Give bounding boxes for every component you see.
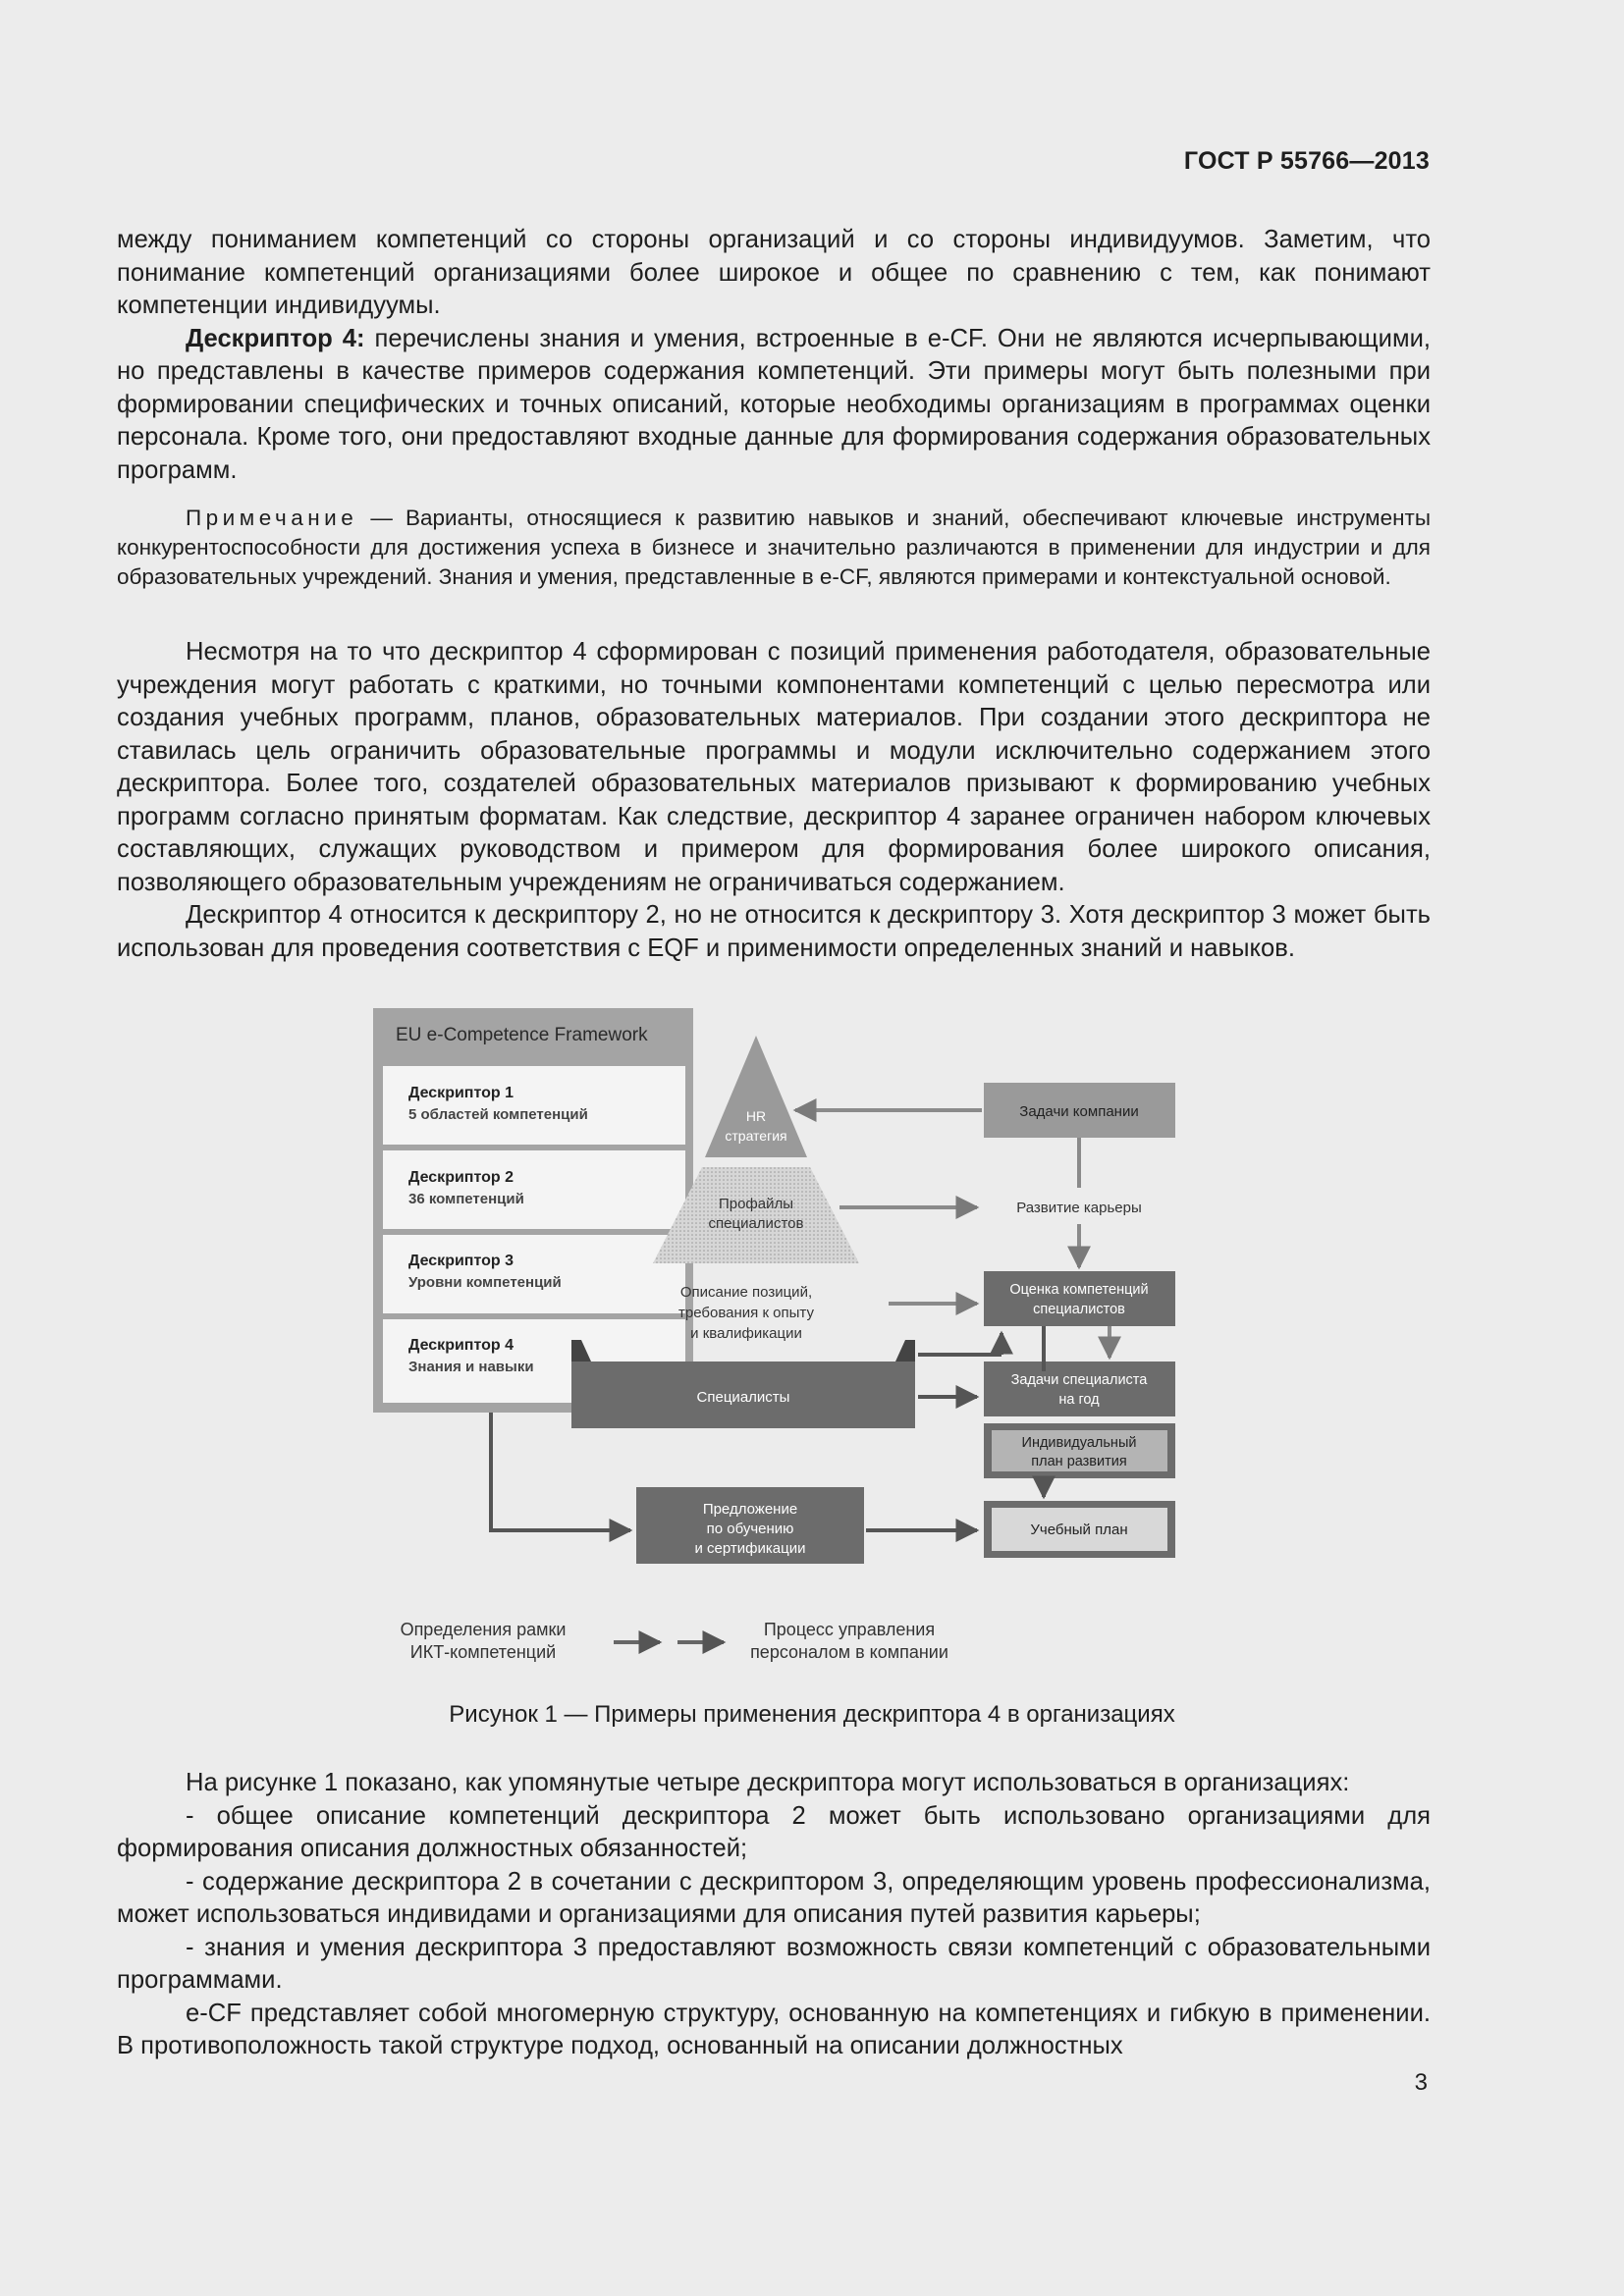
position-desc-line3: и квалификации bbox=[690, 1325, 802, 1342]
position-desc-line2: требования к опыту bbox=[678, 1305, 814, 1321]
standard-code: ГОСТ Р 55766—2013 bbox=[1183, 147, 1430, 175]
figure-1 bbox=[373, 1006, 1257, 1674]
individual-plan-line1: Индивидуальный bbox=[1021, 1435, 1137, 1451]
descriptor-3-subtitle: Уровни компетенций bbox=[408, 1274, 562, 1291]
training-offer-line3: и сертификации bbox=[694, 1540, 806, 1557]
body-text-bottom bbox=[117, 1767, 1431, 2063]
figure-diagram bbox=[373, 1006, 1257, 1674]
page-number: 3 bbox=[1414, 2069, 1428, 2096]
specialists-label: Специалисты bbox=[696, 1389, 790, 1406]
legend-left-line2: ИКТ-компетенций bbox=[409, 1642, 557, 1662]
training-offer-line2: по обучению bbox=[706, 1521, 794, 1537]
paragraph-3: Несмотря на то что дескриптор 4 сформирован с позиций применения работодателя, образовательные учреждения могут работать с краткими, но точными компонентами компетенций с целью пересмотра или создания учебных программ, планов, образовательных материалов. При создании этого дескриптора не ставилась цель ограничить образовательные программы и модули исключительно содержанием этого дескриптора. Более того, создателей образовательных материалов призывают к формированию учебных программ согласно принятым форматам. Как следствие, дескриптор 4 заранее ограничен набором ключевых составляющих, служащих руководством и примером для формирования более широкого описания, позволяющего образовательным учреждениям не ограничиваться содержанием. bbox=[117, 638, 1431, 896]
pyramid-top-line1: HR bbox=[745, 1108, 767, 1124]
body-text-top bbox=[117, 224, 1431, 487]
descriptor-3-title: Дескриптор 3 bbox=[408, 1253, 514, 1269]
descriptor-4-subtitle: Знания и навыки bbox=[408, 1359, 534, 1375]
framework-title: EU e-Competence Framework bbox=[396, 1025, 648, 1045]
assessment-line1: Оценка компетенций bbox=[1009, 1282, 1149, 1298]
specialists-corner-right bbox=[895, 1340, 915, 1362]
pyramid-mid-line1: Профайлы bbox=[718, 1196, 794, 1212]
individual-plan-line2: план развития bbox=[1031, 1454, 1127, 1469]
descriptor-1-title: Дескриптор 1 bbox=[408, 1085, 514, 1101]
descriptor-box-1 bbox=[383, 1066, 685, 1145]
company-tasks-label: Задачи компании bbox=[1019, 1103, 1139, 1120]
descriptor-4-term: Дескриптор 4: bbox=[186, 324, 365, 352]
training-plan-label: Учебный план bbox=[1030, 1522, 1128, 1538]
list-item: - содержание дескриптора 2 в сочетании с дескриптором 3, определяющим уровень профессионализма, может использоваться индивидами и организациями для описания путей развития карьеры; bbox=[117, 1867, 1431, 1928]
pyramid-mid-line2: специалистов bbox=[708, 1215, 804, 1232]
legend-right-line1: Процесс управления bbox=[763, 1620, 936, 1639]
descriptor-box-2 bbox=[383, 1150, 685, 1229]
list-item: - знания и умения дескриптора 3 предоставляют возможность связи компетенций с образовательными программами. bbox=[117, 1933, 1431, 1994]
descriptor-2-subtitle: 36 компетенций bbox=[408, 1191, 524, 1207]
descriptor-2-title: Дескриптор 2 bbox=[408, 1169, 514, 1186]
descriptor-1-subtitle: 5 областей компетенций bbox=[408, 1106, 588, 1123]
note-paragraph bbox=[117, 504, 1431, 592]
list-item: - общее описание компетенций дескриптора 2 может быть использовано организациями для формирования описания должностных обязанностей; bbox=[117, 1801, 1431, 1862]
annual-tasks-line1: Задачи специалиста bbox=[1010, 1372, 1148, 1388]
descriptor-box-3 bbox=[383, 1235, 685, 1313]
assessment-line2: специалистов bbox=[1033, 1302, 1125, 1317]
career-label: Развитие карьеры bbox=[1016, 1200, 1142, 1216]
note-label: Примечание bbox=[186, 506, 358, 530]
note-text: — Варианты, относящиеся к развитию навыков и знаний, обеспечивают ключевые инструменты конкурентоспособности для достижения успеха в бизнесе и значительно различаются в применении для индустрии и для образовательных учреждений. Знания и умения, представленные в e-CF, являются примерами и контекстуальной основой. bbox=[117, 506, 1431, 589]
paragraph-1: между пониманием компетенций со стороны организаций и со стороны индивидуумов. Заметим, что понимание компетенций организациями более широкое и общее по сравнению с тем, как понимают компетенции индивидуумы. bbox=[117, 226, 1431, 319]
annual-tasks-box bbox=[984, 1362, 1175, 1416]
descriptor-4-title: Дескриптор 4 bbox=[408, 1337, 514, 1354]
paragraph-4: Дескриптор 4 относится к дескриптору 2, но не относится к дескриптору 3. Хотя дескриптор 3 может быть использован для проведения соответствия с EQF и применимости определенных знаний и навыков. bbox=[117, 901, 1431, 962]
annual-tasks-line2: на год bbox=[1058, 1392, 1100, 1408]
legend-left-line1: Определения рамки bbox=[400, 1620, 567, 1639]
note-block bbox=[117, 504, 1431, 592]
paragraph-6: e-CF представляет собой многомерную структуру, основанную на компетенциях и гибкую в применении. В противоположность такой структуре подход, основанный на описании должностных bbox=[117, 1999, 1431, 2059]
training-offer-line1: Предложение bbox=[702, 1501, 798, 1518]
body-text-middle bbox=[117, 636, 1431, 965]
paragraph-5: На рисунке 1 показано, как упомянутые четыре дескриптора могут использоваться в организациях: bbox=[186, 1769, 1350, 1796]
figure-caption: Рисунок 1 — Примеры применения дескриптора 4 в организациях bbox=[449, 1701, 1175, 1728]
position-desc-line1: Описание позиций, bbox=[679, 1284, 813, 1301]
assessment-box bbox=[984, 1271, 1175, 1326]
pyramid-top-line2: стратегия bbox=[725, 1128, 787, 1144]
arrow-framework-to-offer bbox=[491, 1413, 630, 1530]
descriptor-4-text: перечислены знания и умения, встроенные в e-CF. Они не являются исчерпывающими, но представлены в качестве примеров содержания компетенций. Эти примеры могут быть полезными при формировании специфических и точных описаний, которые необходимы организациям в программах оценки персонала. Кроме того, они предоставляют входные данные для формирования содержания образовательных программ. bbox=[117, 324, 1431, 484]
legend-right-line2: персоналом в компании bbox=[750, 1642, 948, 1662]
paragraph-2 bbox=[117, 323, 1431, 488]
